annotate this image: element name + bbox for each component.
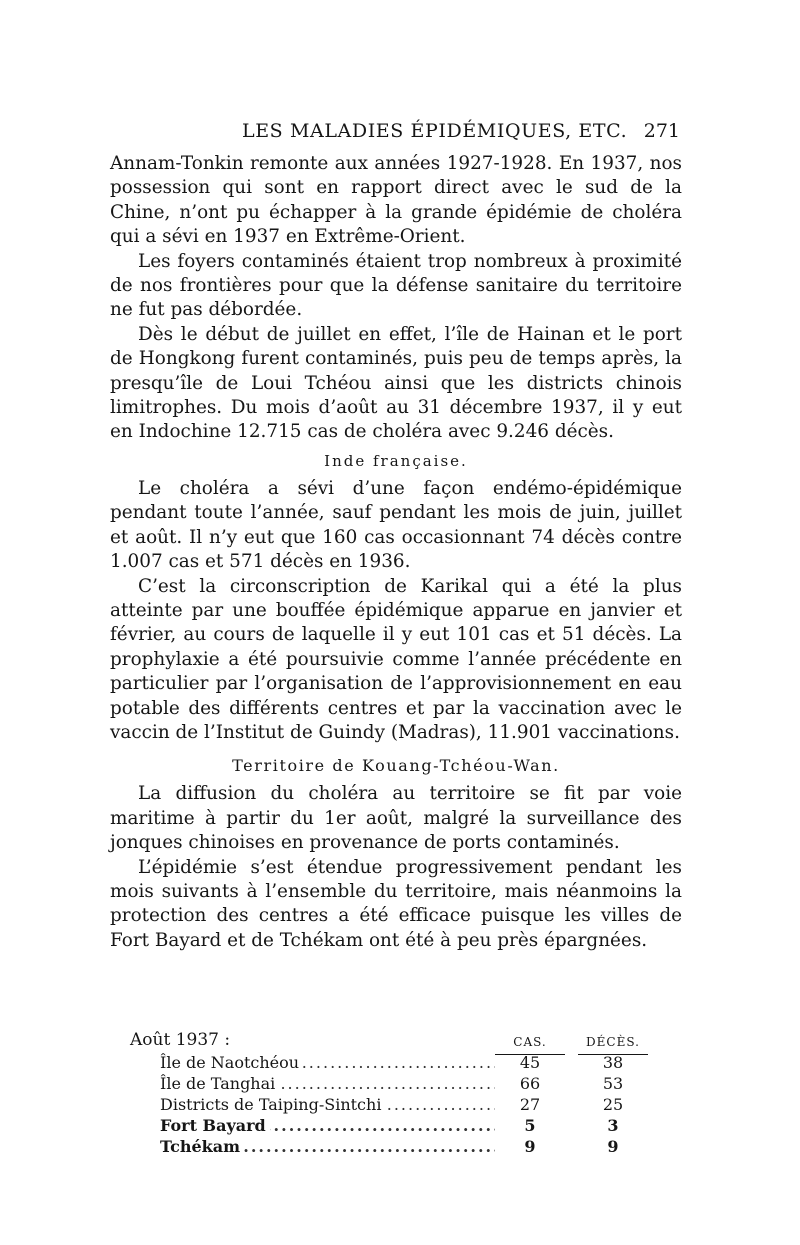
- column-header-cas: CAS.: [495, 1032, 565, 1055]
- cell-deces: 38: [602, 1053, 624, 1072]
- row-label: Tchékam .....: [160, 1136, 495, 1157]
- paragraph-diffusion: La diffusion du choléra au territoire se fit par voie maritime à partir du 1er août, malgré la surveillance des jonques chinoises en provenance de ports contaminés.: [110, 783, 682, 854]
- row-label: Île de Naotchéou .....: [160, 1052, 495, 1073]
- cell-cas: 45: [519, 1053, 541, 1072]
- table-row: [130, 1094, 630, 1115]
- table-row: [130, 1052, 630, 1073]
- section-heading-inde: Inde française.: [324, 451, 468, 470]
- cases-table: [130, 1030, 640, 1157]
- running-head: [110, 120, 680, 146]
- cell-deces: 25: [602, 1095, 624, 1114]
- table-row: [130, 1136, 630, 1157]
- table-intro: Août 1937 :: [130, 1030, 231, 1050]
- row-label: Fort Bayard .....: [160, 1115, 495, 1136]
- paragraph-foyers: Les foyers contaminés étaient trop nombreux à proximité de nos frontières pour que la défense sanitaire du territoire ne fut pas débordée.: [110, 250, 682, 321]
- running-title: LES MALADIES ÉPIDÉMIQUES, ETC.: [242, 120, 628, 142]
- paragraph-karikal: C’est la circonscription de Karikal qui a été la plus atteinte par une bouffée épidémique apparue en janvier et février, au cours de laquelle il y eut 101 cas et 51 décès. La prophylaxie a été poursuivie comme l’année précédente en particulier par l’organisation de l’approvisionnement en eau potable des différents centres et par la vaccination avec le vaccin de l’Institut de Guindy (Madras), 11.901 vaccinations.: [110, 575, 682, 743]
- table-row: [130, 1073, 630, 1094]
- paragraph-hainan: Dès le début de juillet en effet, l’île de Hainan et le port de Hongkong furent contaminés, puis peu de temps après, la presqu’île de Loui Tchéou ainsi que les districts chinois limitrophes. Du mois d’août au 31 décembre 1937, il y eut en Indochine 12.715 cas de choléra avec 9.246 décès.: [110, 323, 682, 443]
- cell-deces: 9: [607, 1137, 619, 1156]
- paragraph-epidemie: L’épidémie s’est étendue progressivement pendant les mois suivants à l’ensemble du territoire, mais néanmoins la protection des centres a été efficace puisque les villes de Fort Bayard et de Tchékam ont été à peu près épargnées.: [110, 856, 682, 951]
- row-label: Île de Tanghai .....: [160, 1073, 495, 1094]
- column-header-deces: DÉCÈS.: [578, 1032, 648, 1055]
- paragraph-inde-cholera: Le choléra a sévi d’une façon endémo-épidémique pendant toute l’année, sauf pendant les mois de juin, juillet et août. Il n’y eut que 160 cas occasionnant 74 décès contre 1.007 cas et 571 décès en 1936.: [110, 477, 682, 573]
- section-heading-kouang: Territoire de Kouang-Tchéou-Wan.: [232, 756, 560, 776]
- cell-cas: 66: [519, 1074, 541, 1093]
- cell-cas: 9: [524, 1137, 536, 1156]
- cell-deces: 3: [607, 1116, 619, 1135]
- cell-deces: 53: [602, 1074, 624, 1093]
- cell-cas: 5: [524, 1116, 536, 1135]
- page-number: 271: [643, 120, 680, 142]
- table-row: [130, 1115, 630, 1136]
- body-text: [110, 152, 682, 953]
- row-label: Districts de Taiping-Sintchi .....: [160, 1094, 495, 1115]
- cell-cas: 27: [519, 1095, 541, 1114]
- paragraph-annam-tonkin: Annam-Tonkin remonte aux années 1927-1928. En 1937, nos possession qui sont en rapport direct avec le sud de la Chine, n’ont pu échapper à la grande épidémie de choléra qui a sévi en 1937 en Extrême-Orient.: [110, 153, 682, 248]
- table-header: [130, 1030, 640, 1052]
